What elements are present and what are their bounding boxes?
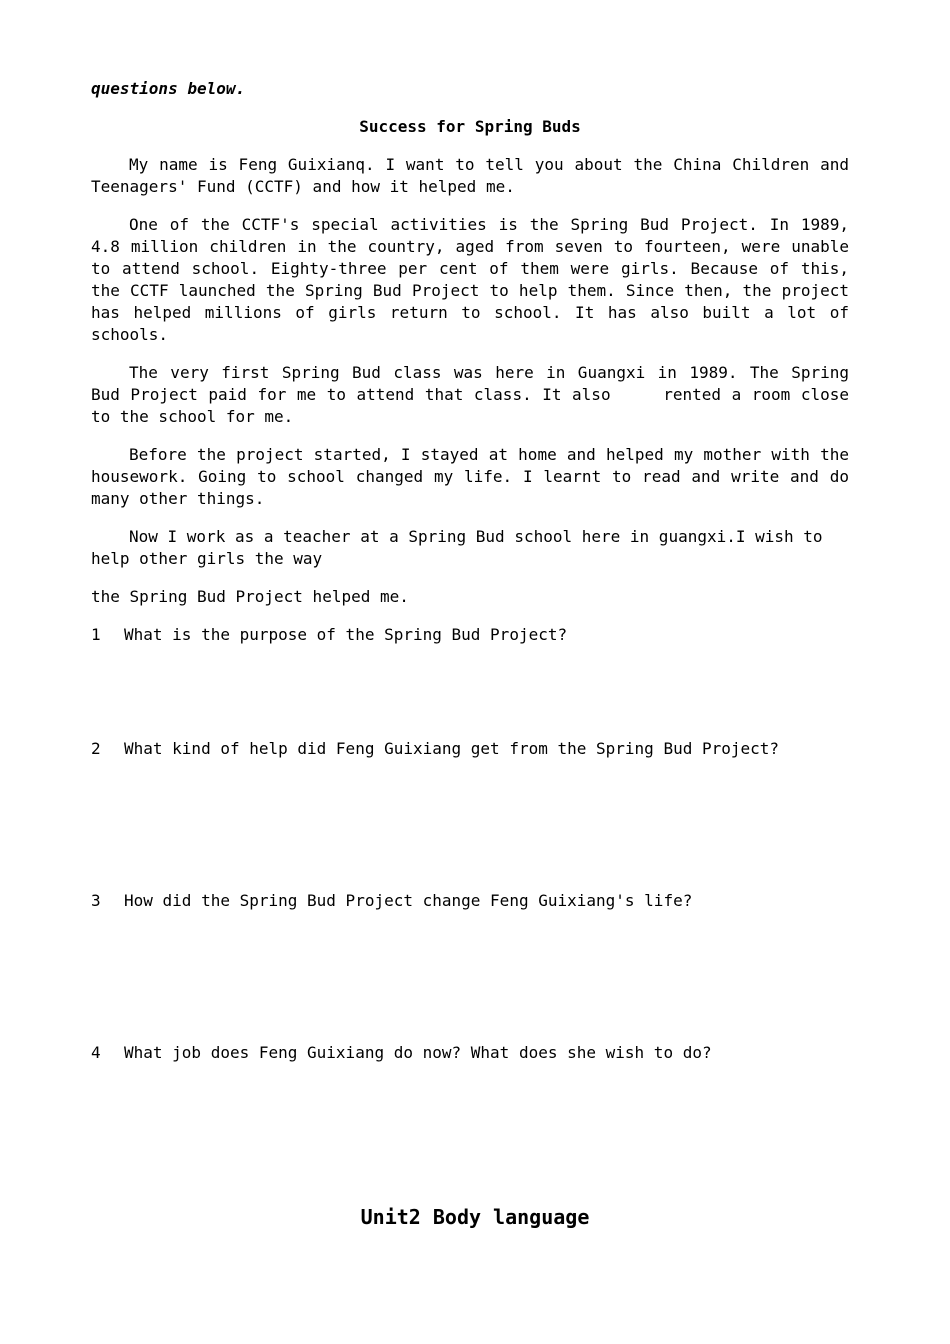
question-number: 4 — [91, 1043, 101, 1062]
question-number: 3 — [91, 891, 101, 910]
question-text: What job does Feng Guixiang do now? What does she wish to do? — [124, 1043, 712, 1062]
closing-line: the Spring Bud Project helped me. — [91, 587, 409, 606]
question-number: 2 — [91, 739, 101, 758]
paragraph-5: Now I work as a teacher at a Spring Bud school here in guangxi.I wish to help other girls the way — [91, 527, 823, 568]
instruction-tail: questions below. — [91, 79, 246, 98]
question-item — [91, 624, 849, 646]
passage-title: Success for Spring Buds — [359, 117, 581, 136]
question-item — [91, 1042, 849, 1064]
document-page — [91, 78, 859, 1064]
question-text: What kind of help did Feng Guixiang get from the Spring Bud Project? — [124, 739, 780, 758]
paragraph-3: The very first Spring Bud class was here in Guangxi in 1989. The Spring Bud Project paid for me to attend that class. It also rented a room close to the school for me. — [91, 363, 859, 426]
question-number: 1 — [91, 625, 101, 644]
paragraph-2: One of the CCTF's special activities is the Spring Bud Project. In 1989, 4.8 million children in the country, aged from seven to fourteen, were unable to attend school. Eighty-three per cent of them were girls. Because of this, the CCTF launched the Spring Bud Project to help them. Since then, the project has helped millions of girls return to school. It has also built a lot of schools. — [91, 215, 849, 344]
question-list — [91, 624, 849, 1064]
paragraph-4: Before the project started, I stayed at home and helped my mother with the housework. Going to school changed my life. I learnt to read and write and do many other things. — [91, 445, 849, 508]
question-text: What is the purpose of the Spring Bud Project? — [124, 625, 568, 644]
unit-heading: Unit2 Body language — [360, 1205, 590, 1229]
question-text: How did the Spring Bud Project change Feng Guixiang's life? — [124, 891, 693, 910]
paragraph-1: My name is Feng Guixianq. I want to tell you about the China Children and Teenagers' Fund (CCTF) and how it helped me. — [91, 155, 849, 196]
question-item — [91, 890, 849, 912]
question-item — [91, 738, 849, 760]
